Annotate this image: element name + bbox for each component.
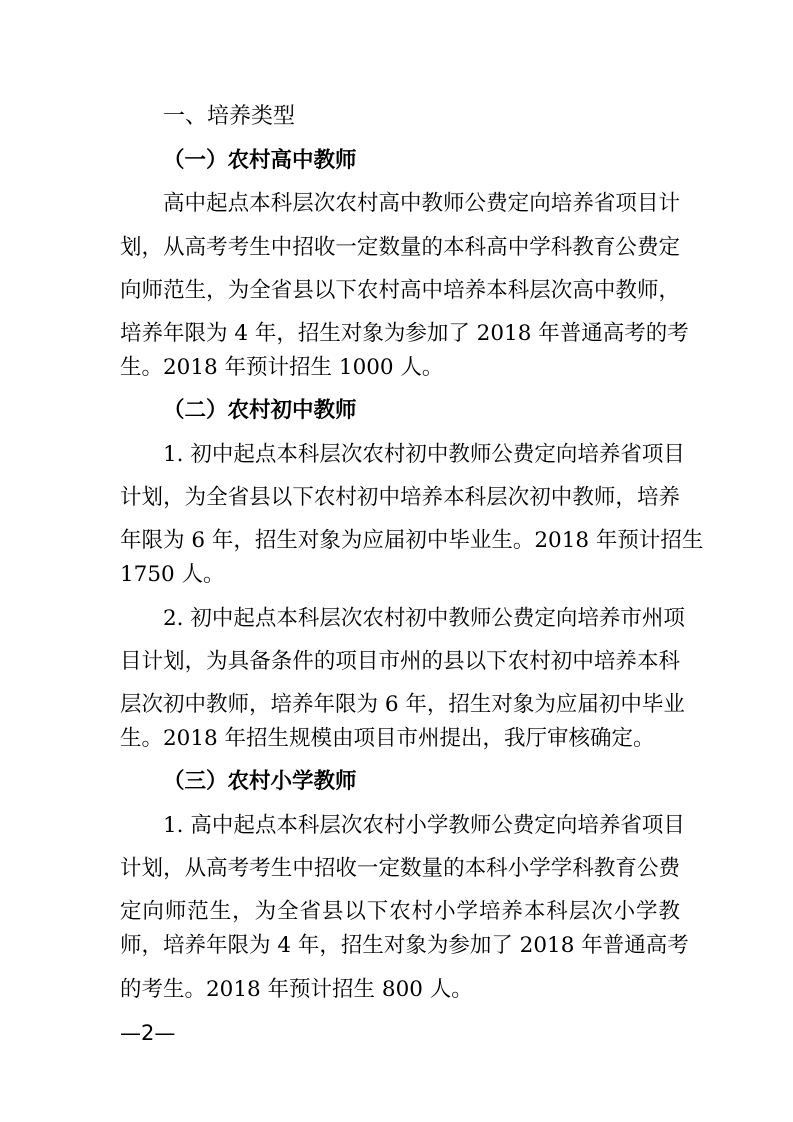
paragraph-line: 生。2018 年预计招生 1000 人。	[120, 355, 444, 380]
paragraph-line: 生。2018 年招生规模由项目市州提出，我厅审核确定。	[120, 726, 655, 751]
page-number: —2—	[120, 1021, 176, 1045]
paragraph-line: 划，从高考考生中招收一定数量的本科高中学科教育公费定	[120, 235, 680, 260]
subsection-heading-high-school: （一）农村高中教师	[163, 148, 357, 173]
paragraph-line: 向师范生，为全省县以下农村高中培养本科层次高中教师，	[120, 278, 680, 303]
paragraph-line: 定向师范生，为全省县以下农村小学培养本科层次小学教	[120, 899, 680, 924]
paragraph-line: 高中起点本科层次农村高中教师公费定向培养省项目计	[163, 191, 680, 216]
paragraph-line: 的考生。2018 年预计招生 800 人。	[120, 977, 473, 1002]
paragraph-line: 培养年限为 4 年，招生对象为参加了 2018 年普通高考的考	[120, 321, 689, 346]
subsection-heading-primary-school: （三）农村小学教师	[163, 769, 357, 794]
paragraph-line: 师，培养年限为 4 年，招生对象为参加了 2018 年普通高考	[120, 933, 689, 958]
paragraph-line: 年限为 6 年，招生对象为应届初中毕业生。2018 年预计招生	[120, 528, 704, 553]
paragraph-line: 2. 初中起点本科层次农村初中教师公费定向培养市州项	[163, 606, 685, 631]
subsection-heading-middle-school: （二）农村初中教师	[163, 398, 357, 423]
paragraph-line: 目计划，为具备条件的项目市州的县以下农村初中培养本科	[120, 649, 680, 674]
paragraph-line: 1750 人。	[120, 562, 225, 587]
paragraph-line: 1. 初中起点本科层次农村初中教师公费定向培养省项目	[163, 442, 685, 467]
section-title: 一、培养类型	[163, 104, 296, 129]
paragraph-line: 1. 高中起点本科层次农村小学教师公费定向培养省项目	[163, 813, 685, 838]
paragraph-line: 计划，为全省县以下农村初中培养本科层次初中教师，培养	[120, 485, 680, 510]
paragraph-line: 层次初中教师，培养年限为 6 年，招生对象为应届初中毕业	[120, 692, 685, 717]
paragraph-line: 计划，从高考考生中招收一定数量的本科小学学科教育公费	[120, 856, 680, 881]
